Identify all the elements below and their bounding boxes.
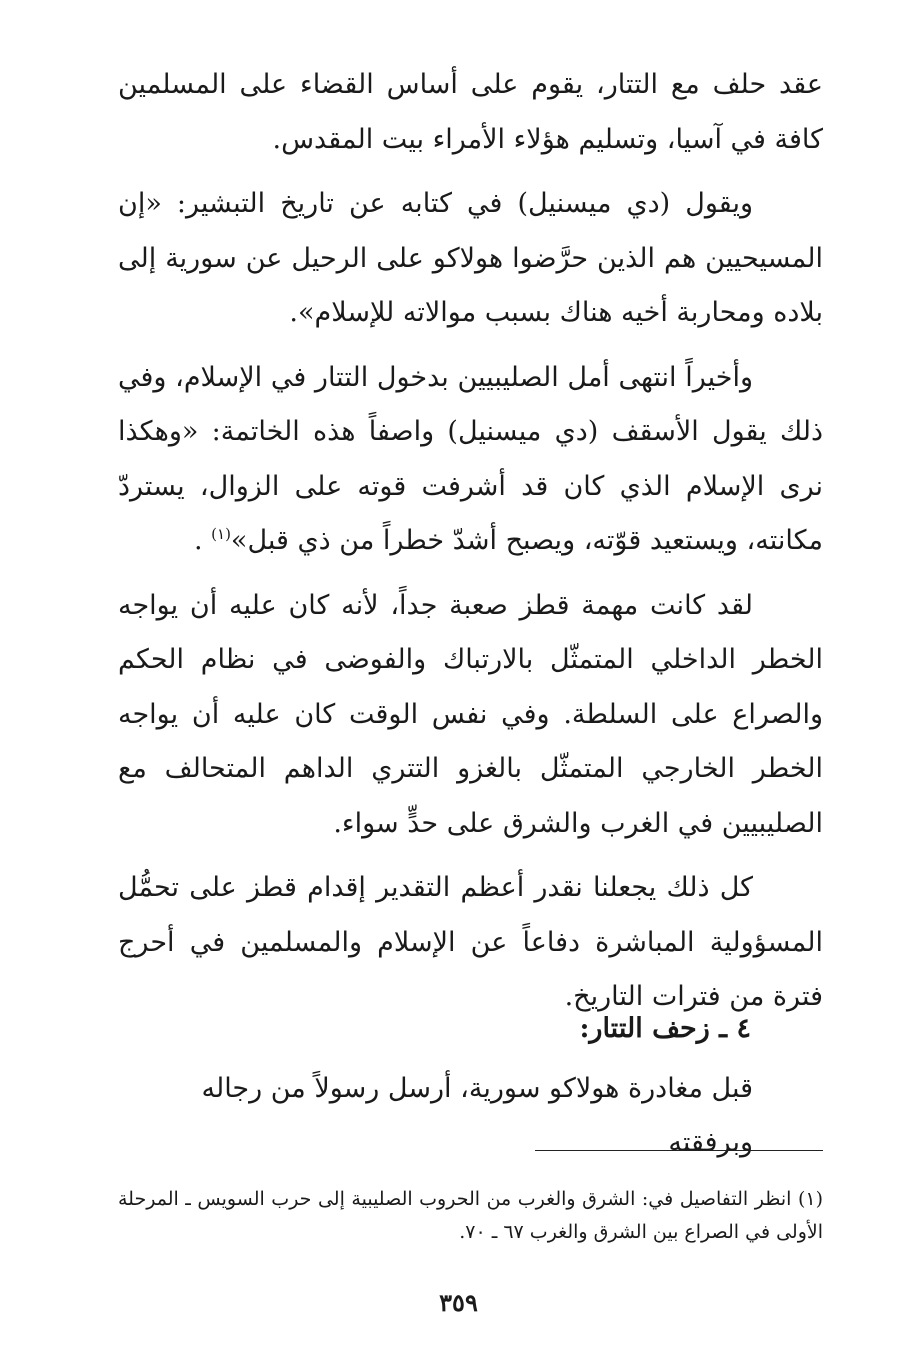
- paragraph-3-text: وأخيراً انتهى أمل الصليبيين بدخول التتار في الإسلام، وفي ذلك يقول الأسقف (دي ميسنيل) واصفاً هذه الخاتمة: «وهكذا نرى الإسلام الذي كان قد أشرفت قوته على الزوال، يستردّ مكانته، ويستعيد قوّته، ويصبح أشدّ خطراً من ذي قبل»: [118, 361, 823, 556]
- body-text: [118, 58, 823, 1025]
- section-heading: ٤ ـ زحف التتار:: [579, 1013, 751, 1044]
- footnote-divider: [535, 1150, 823, 1151]
- paragraph-6-text: قبل مغادرة هولاكو سورية، أرسل رسولاً من رجاله وبرفقته: [201, 1073, 753, 1158]
- paragraph-1: عقد حلف مع التتار، يقوم على أساس القضاء على المسلمين كافة في آسيا، وتسليم هؤلاء الأمراء بيت المقدس.: [118, 69, 823, 155]
- footnote: (١) انظر التفاصيل في: الشرق والغرب من الحروب الصليبية إلى حرب السويس ـ المرحلة الأولى في الصراع بين الشرق والغرب ٦٧ ـ ٧٠.: [118, 1188, 823, 1243]
- footnote-reference: (١): [211, 525, 231, 543]
- paragraph-5: كل ذلك يجعلنا نقدر أعظم التقدير إقدام قطز على تحمُّل المسؤولية المباشرة دفاعاً عن الإسلام والمسلمين في أحرج فترة من فترات التاريخ.: [118, 872, 823, 1012]
- paragraph-4: لقد كانت مهمة قطز صعبة جداً، لأنه كان عليه أن يواجه الخطر الداخلي المتمثّل بالارتباك والفوضى في نظام الحكم والصراع على السلطة. وفي نفس الوقت كان عليه أن يواجه الخطر الخارجي المتمثّل بالغزو التتري الداهم المتحالف مع الصليبيين في الغرب والشرق على حدٍّ سواء.: [118, 589, 823, 839]
- paragraph-3: [118, 351, 823, 569]
- paragraph-3-tail: .: [193, 525, 203, 556]
- paragraph-2: ويقول (دي ميسنيل) في كتابه عن تاريخ التبشير: «إن المسيحيين هم الذين حرَّضوا هولاكو على الرحيل عن سورية إلى بلاده ومحاربة أخيه هناك بسبب موالاته للإسلام».: [118, 188, 823, 328]
- page-number: ٣٥٩: [439, 1288, 478, 1317]
- paragraph-6: [118, 1062, 823, 1170]
